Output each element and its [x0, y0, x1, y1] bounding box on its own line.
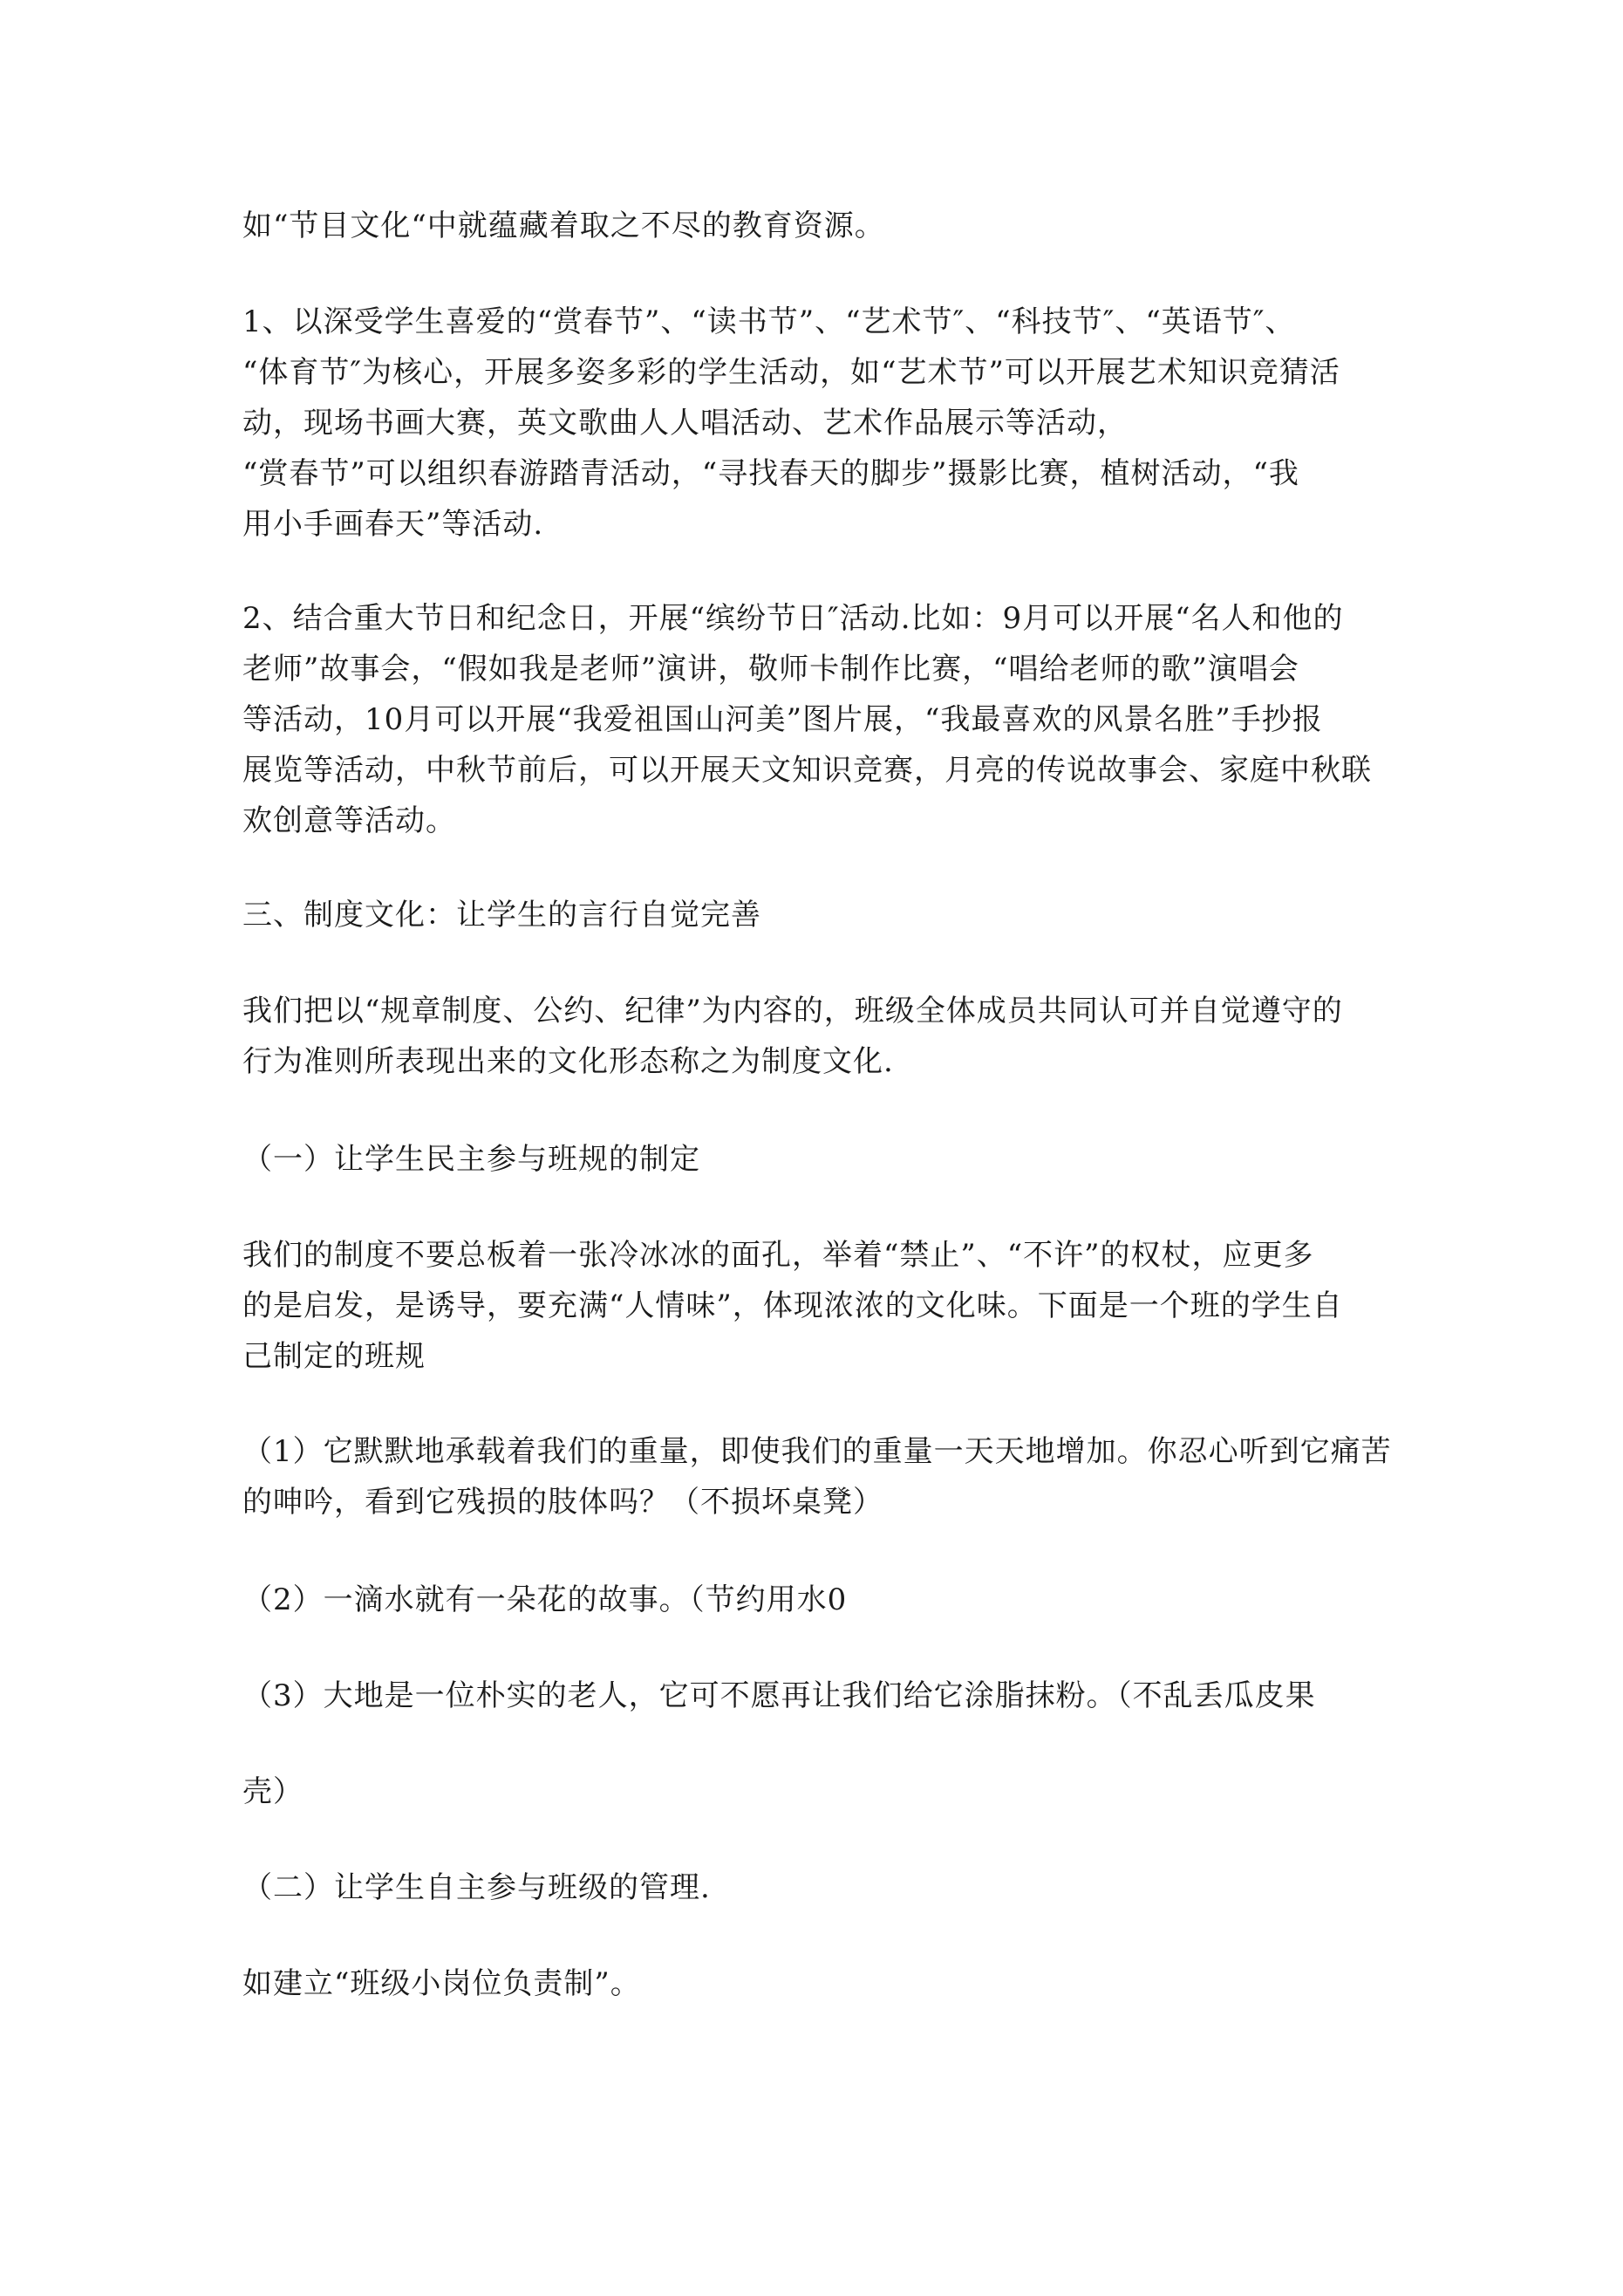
text-line: 的是启发，是诱导，要充满“人情味”，体现浓浓的文化味。下面是一个班的学生自: [242, 1288, 1343, 1323]
text-line: 己制定的班规: [242, 1339, 426, 1374]
text-line: 三、制度文化：让学生的言行自觉完善: [242, 898, 761, 933]
text-line: 用小手画春天”等活动.: [242, 507, 544, 542]
text-line: 行为准则所表现出来的文化形态称之为制度文化.: [242, 1044, 894, 1079]
paragraph-item-2: [242, 593, 1402, 846]
text-line: 老师”故事会，“假如我是老师”演讲，敬师卡制作比赛，“唱给老师的歌”演唱会: [242, 652, 1299, 687]
text-line: 如“节目文化“中就蕴藏着取之不尽的教育资源。: [242, 208, 885, 243]
paragraph-system-culture: [242, 986, 1402, 1087]
text-line: （2）一滴水就有一朵花的故事。（节约用水0: [242, 1582, 848, 1617]
text-line: 动，现场书画大赛，英文歌曲人人唱活动、艺术作品展示等活动，: [242, 406, 1128, 441]
subheading-1: [242, 1134, 1402, 1185]
text-line: 欢创意等活动。: [242, 803, 456, 838]
text-line: （一）让学生民主参与班规的制定: [242, 1142, 700, 1177]
text-line: 的呻吟，看到它残损的肢体吗？（不损坏桌凳）: [242, 1485, 883, 1520]
rule-item-1: [242, 1426, 1402, 1527]
text-line: （1）它默默地承载着我们的重量，即使我们的重量一天天地增加。你忍心听到它痛苦: [242, 1434, 1392, 1469]
text-line: 展览等活动，中秋节前后，可以开展天文知识竞赛，月亮的传说故事会、家庭中秋联: [242, 753, 1372, 788]
text-line: 我们的制度不要总板着一张冷冰冰的面孔，举着“禁止”、“不许”的权杖，应更多: [242, 1238, 1314, 1273]
rule-item-2: [242, 1575, 1402, 1625]
text-line: 2、结合重大节日和纪念日，开展“缤纷节日″活动.比如：9月可以开展“名人和他的: [242, 601, 1344, 636]
paragraph-intro: [242, 201, 1402, 251]
text-line: （3）大地是一位朴实的老人，它可不愿再让我们给它涂脂抹粉。（不乱丢瓜皮果: [242, 1678, 1316, 1713]
paragraph-post-system: [242, 1958, 1402, 2009]
rule-item-3: [242, 1671, 1402, 1721]
text-line: （二）让学生自主参与班级的管理.: [242, 1870, 711, 1905]
section-heading-3: [242, 890, 1402, 940]
text-line: 我们把以“规章制度、公约、纪律”为内容的，班级全体成员共同认可并自觉遵守的: [242, 994, 1343, 1028]
text-line: “赏春节”可以组织春游踏青活动，“寻找春天的脚步”摄影比赛，植树活动，“我: [242, 456, 1299, 491]
text-line: 壳）: [242, 1774, 303, 1809]
subheading-2: [242, 1862, 1402, 1913]
text-line: 等活动，10月可以开展“我爱祖国山河美”图片展，“我最喜欢的风景名胜”手抄报: [242, 702, 1323, 737]
text-line: 1、以深受学生喜爱的“赏春节”、“读书节”、“艺术节″、“科技节″、“英语节″、: [242, 304, 1296, 339]
rule-item-3-continued: [242, 1766, 1402, 1817]
text-line: “体育节″为核心，开展多姿多彩的学生活动，如“艺术节”可以开展艺术知识竞猜活: [242, 355, 1340, 390]
paragraph-item-1: [242, 297, 1402, 550]
text-line: 如建立“班级小岗位负责制”。: [242, 1966, 641, 2001]
paragraph-class-rules: [242, 1230, 1402, 1382]
